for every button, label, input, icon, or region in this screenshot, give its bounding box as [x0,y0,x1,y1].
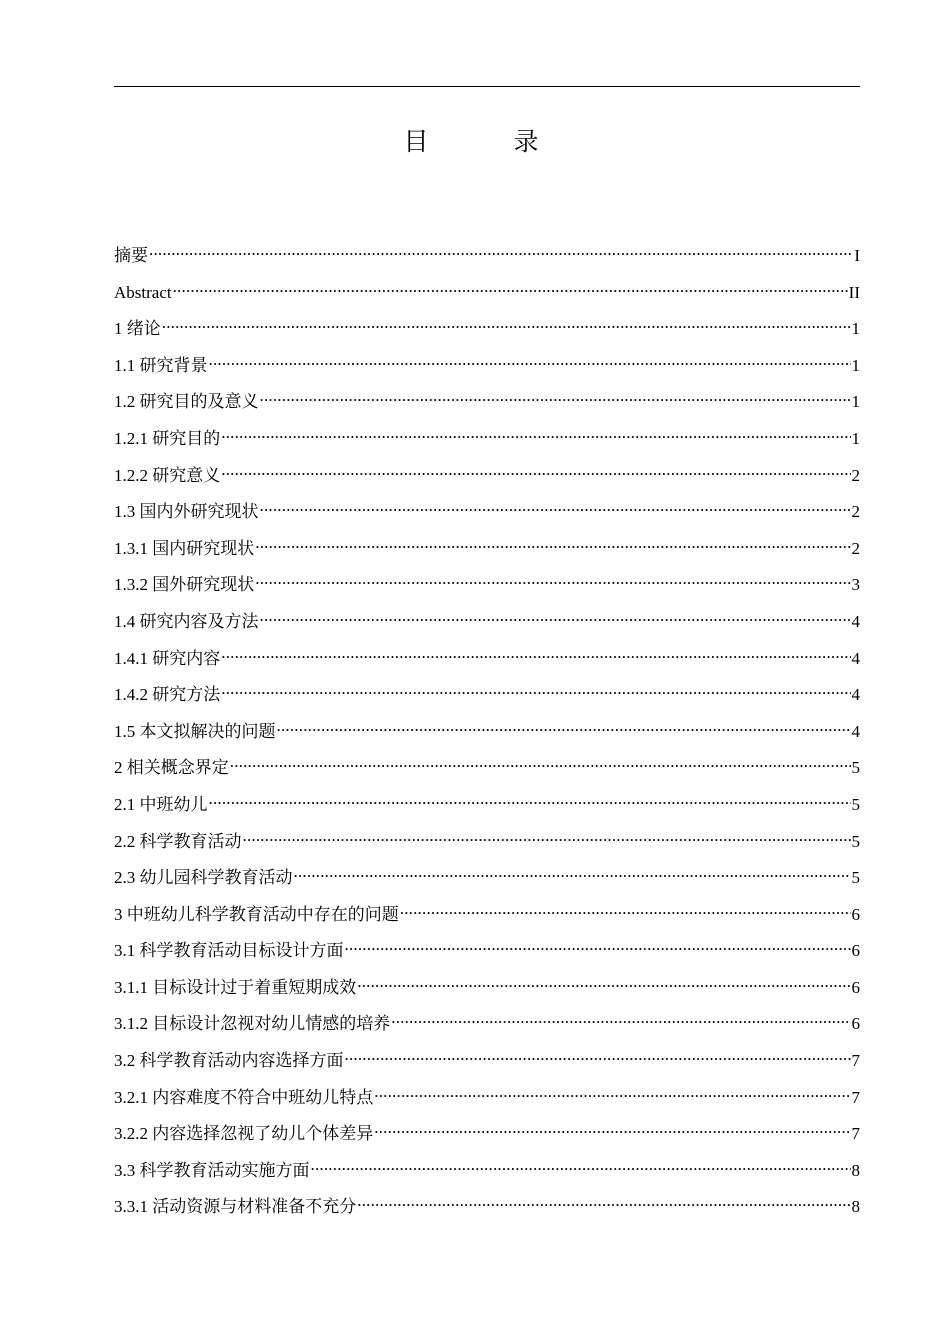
toc-dot-leader [277,720,851,737]
toc-dot-leader [374,1122,850,1139]
toc-entry-label: 1.4.1 研究内容 [114,648,221,668]
toc-entry-label: 2 相关概念界定 [114,758,229,778]
toc-entry-label: 1.3 国内外研究现状 [114,502,259,522]
toc-entry[interactable] [114,938,860,975]
toc-dot-leader [294,866,851,883]
toc-entry-page-number: 5 [851,758,860,778]
toc-entry-page-number: II [848,282,860,302]
toc-dot-leader [221,464,850,481]
toc-dot-leader [255,537,850,554]
toc-entry-label: 1.5 本文拟解决的问题 [114,721,276,741]
toc-dot-leader [221,427,850,444]
toc-entry-label: 3.1 科学教育活动目标设计方面 [114,941,344,961]
toc-dot-leader [374,1086,850,1103]
toc-entry[interactable] [114,792,860,829]
toc-entry[interactable] [114,682,860,719]
toc-entry-label: 3.2 科学教育活动内容选择方面 [114,1051,344,1071]
toc-entry[interactable] [114,463,860,500]
toc-entry-label: 3.3 科学教育活动实施方面 [114,1160,310,1180]
toc-entry[interactable] [114,389,860,426]
toc-entry[interactable] [114,353,860,390]
toc-dot-leader [400,903,851,920]
toc-entry[interactable] [114,316,860,353]
toc-entry-page-number: 4 [851,685,860,705]
toc-entry-label: 1.1 研究背景 [114,355,208,375]
toc-entry-label: 1 绪论 [114,319,161,339]
toc-entry[interactable] [114,1085,860,1122]
toc-entry[interactable] [114,499,860,536]
toc-entry[interactable] [114,426,860,463]
toc-entry-page-number: 8 [851,1160,860,1180]
toc-dot-leader [209,354,851,371]
toc-entry-page-number: 1 [851,319,860,339]
toc-entry[interactable] [114,1121,860,1158]
toc-entry-page-number: 6 [851,1014,860,1034]
toc-dot-leader [255,573,850,590]
toc-entry-label: 2.2 科学教育活动 [114,831,242,851]
toc-dot-leader [209,793,851,810]
toc-entry-page-number: 4 [851,648,860,668]
toc-dot-leader [243,830,851,847]
toc-entry[interactable] [114,646,860,683]
toc-entry-label: Abstract [114,282,172,302]
toc-entry-label: 3.1.2 目标设计忽视对幼儿情感的培养 [114,1014,391,1034]
page-title: 目 录 [403,127,569,156]
toc-dot-leader [260,500,851,517]
toc-entry-label: 3 中班幼儿科学教育活动中存在的问题 [114,904,399,924]
toc-entry[interactable] [114,536,860,573]
table-of-contents [114,243,860,1231]
toc-entry-page-number: 7 [851,1087,860,1107]
toc-entry[interactable] [114,609,860,646]
toc-entry-page-number: 2 [851,538,860,558]
toc-entry-page-number: I [854,246,860,265]
toc-entry-page-number: 7 [851,1124,860,1144]
toc-entry-page-number: 5 [851,794,860,814]
toc-entry-label: 3.3.1 活动资源与材料准备不充分 [114,1197,357,1217]
toc-dot-leader [345,1049,851,1066]
toc-entry[interactable] [114,280,860,317]
toc-entry-label: 3.2.1 内容难度不符合中班幼儿特点 [114,1087,374,1107]
toc-entry[interactable] [114,243,860,280]
toc-entry-page-number: 5 [851,831,860,851]
toc-entry-label: 1.4.2 研究方法 [114,685,221,705]
toc-entry-label: 1.3.1 国内研究现状 [114,538,255,558]
toc-dot-leader [260,610,851,627]
toc-entry-page-number: 1 [851,392,860,412]
toc-entry-page-number: 1 [851,428,860,448]
toc-entry[interactable] [114,719,860,756]
toc-entry-page-number: 1 [851,355,860,375]
toc-dot-leader [357,1195,850,1212]
toc-entry[interactable] [114,1194,860,1231]
toc-entry[interactable] [114,975,860,1012]
toc-entry[interactable] [114,829,860,866]
toc-entry-page-number: 5 [851,868,860,888]
toc-dot-leader [173,281,848,298]
toc-entry-label: 1.2 研究目的及意义 [114,392,259,412]
toc-entry-page-number: 2 [851,502,860,522]
toc-dot-leader [391,1012,850,1029]
toc-entry-page-number: 3 [851,575,860,595]
toc-entry-page-number: 8 [851,1197,860,1217]
toc-entry-label: 3.2.2 内容选择忽视了幼儿个体差异 [114,1124,374,1144]
toc-entry[interactable] [114,1011,860,1048]
toc-entry[interactable] [114,572,860,609]
toc-entry[interactable] [114,755,860,792]
toc-dot-leader [162,317,851,334]
toc-entry-label: 3.1.1 目标设计过于着重短期成效 [114,977,357,997]
toc-entry-label: 摘要 [114,246,148,265]
toc-entry-label: 1.2.1 研究目的 [114,428,221,448]
toc-dot-leader [221,647,850,664]
toc-entry-label: 1.3.2 国外研究现状 [114,575,255,595]
toc-entry-page-number: 7 [851,1051,860,1071]
toc-entry-page-number: 4 [851,611,860,631]
toc-dot-leader [221,683,850,700]
toc-entry-page-number: 4 [851,721,860,741]
toc-entry-label: 2.1 中班幼儿 [114,794,208,814]
toc-entry-label: 1.4 研究内容及方法 [114,611,259,631]
toc-dot-leader [345,939,851,956]
toc-entry[interactable] [114,1048,860,1085]
toc-entry-label: 2.3 幼儿园科学教育活动 [114,868,293,888]
toc-entry-label: 1.2.2 研究意义 [114,465,221,485]
toc-entry-page-number: 6 [851,904,860,924]
toc-entry[interactable] [114,902,860,939]
toc-dot-leader [311,1159,851,1176]
toc-dot-leader [357,976,850,993]
toc-entry[interactable] [114,1158,860,1195]
toc-dot-leader [260,390,851,407]
header-rule [114,86,860,87]
toc-entry[interactable] [114,865,860,902]
toc-entry-page-number: 2 [851,465,860,485]
toc-entry-page-number: 6 [851,941,860,961]
toc-dot-leader [149,244,853,261]
toc-dot-leader [230,756,851,773]
toc-entry-page-number: 6 [851,977,860,997]
